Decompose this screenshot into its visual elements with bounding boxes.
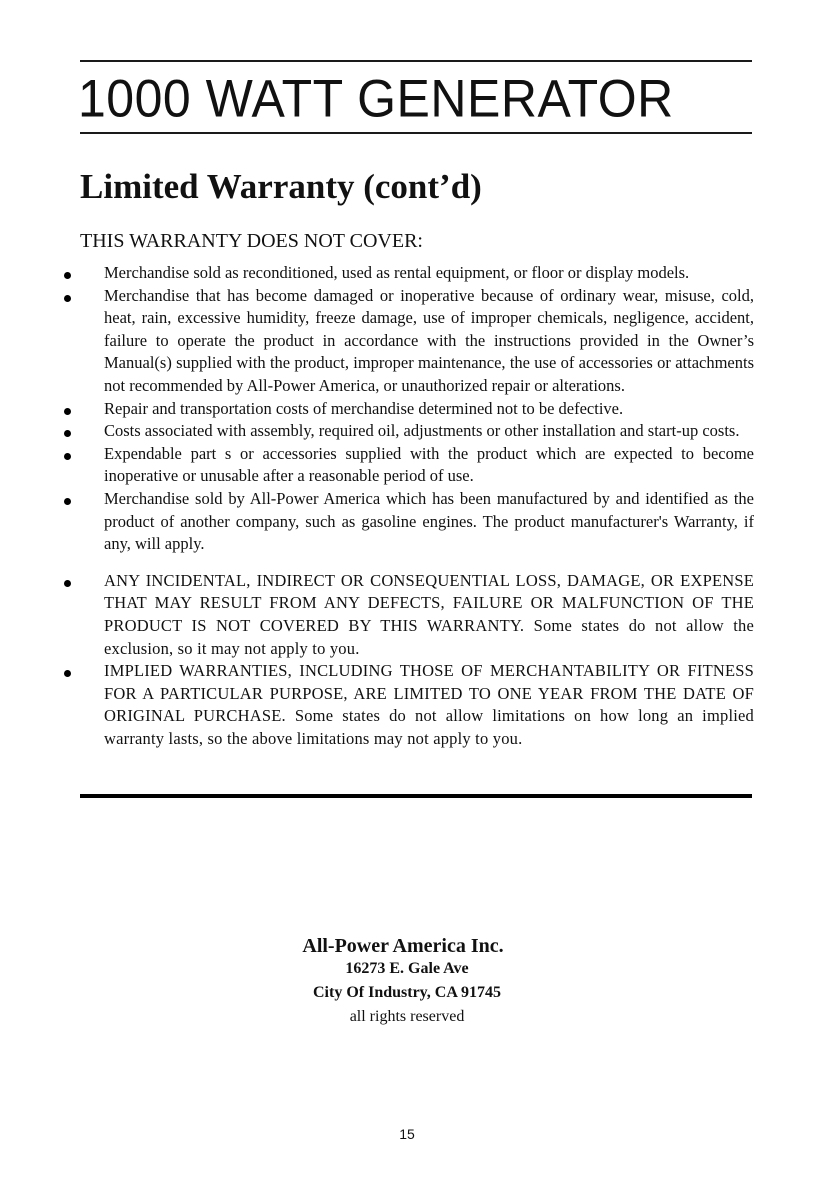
bullet-icon [64, 272, 71, 279]
list-item-text: IMPLIED WARRANTIES, INCLUDING THOSE OF MERCHANTABILITY OR FITNESS FOR A PARTICULAR PURPOSE, ARE LIMITED TO ONE YEAR FROM THE DATE OF ORIGINAL PURCHASE. Some states do not allow limitations on how long an implied warranty lasts, so the above limitations may not apply to you. [104, 661, 754, 748]
bullet-icon [64, 580, 71, 587]
company-address-line2: City Of Industry, CA 91745 [312, 984, 502, 1001]
list-item-text: Merchandise that has become damaged or inoperative because of ordinary wear, misuse, cold, heat, rain, excessive humidity, freeze damage, use of improper chemicals, negligence, accident, failure to operate the product in accordance with the instructions provided in the Owner’s Manual(s) supplied with the product, improper maintenance, the use of accessories or attachments not recommended by All-Power America, or unauthorized repair or alterations. [104, 285, 754, 395]
document-header-title: 1000 WATT GENERATOR [78, 69, 674, 128]
section-title: Limited Warranty (cont’d) [80, 167, 482, 206]
section-intro: THIS WARRANTY DOES NOT COVER: [80, 230, 423, 252]
list-item-text: ANY INCIDENTAL, INDIRECT OR CONSEQUENTIAL LOSS, DAMAGE, OR EXPENSE THAT MAY RESULT FROM ANY DEFECTS, FAILURE OR MALFUNCTION OF THE PRODUCT IS NOT COVERED BY THIS WARRANTY. Some states do not allow the exclusion, so it may not apply to you. [104, 570, 754, 658]
bullet-icon [64, 295, 71, 302]
bullet-icon [64, 498, 71, 505]
list-item-text: Costs associated with assembly, required oil, adjustments or other installation and start-up costs. [104, 421, 740, 441]
header-underline-rule [80, 132, 752, 134]
bullet-icon [64, 408, 71, 415]
list-item [62, 488, 754, 556]
list-item [62, 660, 754, 750]
list-item [62, 570, 754, 660]
bullet-icon [64, 453, 71, 460]
bullet-icon [64, 670, 71, 677]
list-item-text: Expendable part s or accessories supplied with the product which are expected to become inoperative or unusable after a reasonable period of use. [104, 443, 754, 486]
exclusions-list [62, 262, 754, 750]
list-item-text: Repair and transportation costs of merchandise determined not to be defective. [104, 398, 624, 418]
list-item-text: Merchandise sold by All-Power America which has been manufactured by and identified as the product of another company, such as gasoline engines. The product manufacturer's Warranty, if any, will apply. [104, 488, 754, 554]
rights-reserved-text: all rights reserved [349, 1008, 465, 1025]
footer-rule [80, 794, 752, 798]
list-item [62, 420, 754, 443]
bullet-icon [64, 430, 71, 437]
list-item [62, 398, 754, 421]
top-rule [80, 60, 752, 62]
company-address-line1: 16273 E. Gale Ave [345, 960, 469, 977]
page-number: 15 [399, 1126, 415, 1142]
list-item [62, 262, 754, 285]
list-item [62, 443, 754, 488]
list-item-text: Merchandise sold as reconditioned, used as rental equipment, or floor or display models. [104, 263, 690, 282]
list-item [62, 285, 754, 398]
company-name: All-Power America Inc. [302, 935, 504, 957]
